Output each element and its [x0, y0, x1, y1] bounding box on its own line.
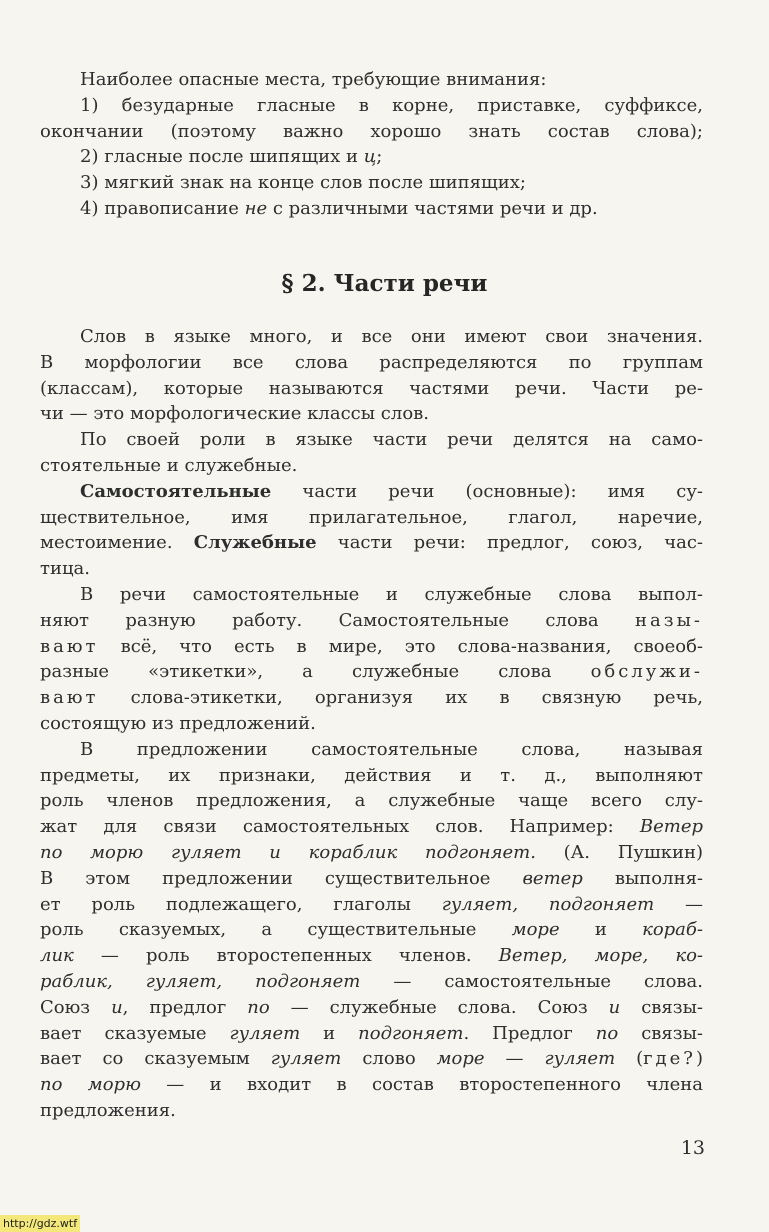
text-line	[40, 556, 703, 582]
text-line	[40, 608, 703, 634]
text-segment: состоящую из предложений.	[40, 712, 316, 734]
text-segment: связы-	[620, 996, 703, 1018]
italic-text: Ветер, море, ко-	[498, 945, 703, 967]
italic-text: гуляет	[270, 1048, 342, 1070]
text-segment: 4) правописание	[80, 197, 245, 219]
italic-text: по	[595, 1022, 619, 1044]
text-segment: , предлог	[122, 996, 248, 1018]
text-segment: части речи: предлог, союз, час-	[316, 532, 703, 554]
text-line	[40, 866, 703, 892]
page-number: 13	[680, 1137, 705, 1159]
bold-text: Самостоятельные	[80, 480, 272, 502]
text-line	[40, 170, 703, 196]
italic-text: не	[244, 197, 268, 219]
italic-text: и	[111, 996, 123, 1018]
text-segment: (классам), которые называются частями речи. Части ре-	[40, 377, 703, 399]
text-segment: всё, что есть в мире, это слова-названия, своеоб-	[98, 635, 703, 657]
italic-text: по морю	[40, 1074, 141, 1096]
text-line	[40, 737, 703, 763]
text-line	[40, 376, 703, 402]
text-segment: роль членов предложения, а служебные чаще всего слу-	[40, 790, 703, 812]
text-line	[40, 453, 703, 479]
watermark-link[interactable]: http://gdz.wtf	[0, 1215, 80, 1232]
text-segment: В предложении самостоятельные слова, называя	[80, 738, 703, 760]
text-segment: роль сказуемых, а существительные	[40, 919, 512, 941]
text-segment: —	[654, 893, 703, 915]
italic-text: гуляет	[544, 1048, 616, 1070]
italic-text: гуляет	[229, 1022, 301, 1044]
text-segment: стоятельные и служебные.	[40, 454, 298, 476]
spaced-text: обслужи-	[590, 661, 703, 683]
text-segment: — самостоятельные слова.	[360, 970, 703, 992]
text-segment: Слов в языке много, и все они имеют свои значения.	[80, 326, 703, 347]
text-segment: 1) безударные гласные в корне, приставке, суффиксе,	[80, 94, 703, 116]
text-line	[40, 1046, 703, 1072]
text-segment: ;	[376, 146, 383, 168]
text-line	[40, 196, 703, 222]
text-segment: В морфологии все слова распределяются по группам	[40, 351, 703, 373]
italic-text: гуляет, подгоняет	[441, 893, 655, 915]
italic-text: кораб-	[642, 919, 703, 941]
body-text	[40, 324, 703, 1124]
text-segment: жат для связи самостоятельных слов. Например:	[40, 816, 640, 838]
text-line	[40, 917, 703, 943]
text-line	[40, 892, 703, 918]
text-segment: окончании (поэтому важно хорошо знать состав слова);	[40, 120, 703, 142]
text-line	[40, 530, 703, 556]
text-segment: части речи (основные): имя су-	[271, 480, 703, 502]
text-segment: разные «этикетки», а служебные слова	[40, 661, 591, 683]
text-segment: (А. Пушкин)	[535, 841, 704, 863]
text-segment: предложения.	[40, 1099, 176, 1121]
text-line	[40, 401, 703, 427]
spaced-text: где?	[643, 1048, 696, 1070]
italic-text: по	[247, 996, 270, 1018]
text-line	[40, 995, 703, 1021]
text-segment: Союз	[40, 996, 112, 1018]
italic-text: и	[608, 996, 621, 1018]
text-line	[40, 350, 703, 376]
italic-text: ветер	[522, 867, 583, 889]
text-line	[40, 711, 703, 737]
text-line	[40, 427, 703, 453]
text-line	[40, 969, 703, 995]
italic-text: раблик, гуляет, подгоняет	[40, 970, 361, 992]
text-segment: вает со сказуемым	[40, 1048, 271, 1070]
text-segment: с различными частями речи и др.	[267, 197, 598, 219]
text-segment: слова-этикетки, организуя их в связную речь,	[98, 687, 703, 709]
text-line	[40, 840, 703, 866]
spaced-text: вают	[40, 635, 99, 657]
text-line	[40, 788, 703, 814]
text-segment: и	[559, 919, 643, 941]
text-line	[40, 93, 703, 119]
italic-text: Ветер	[639, 816, 703, 838]
text-segment: 2) гласные после шипящих и	[80, 146, 364, 168]
text-segment: По своей роли в языке части речи делятся на само-	[80, 429, 703, 451]
text-line	[40, 324, 703, 350]
text-line	[40, 814, 703, 840]
italic-text: море	[511, 919, 560, 941]
text-segment: предметы, их признаки, действия и т. д., выполняют	[40, 764, 703, 786]
text-segment: — роль второстепенных членов.	[73, 945, 499, 967]
text-segment: связы-	[618, 1022, 703, 1044]
text-segment: —	[484, 1048, 545, 1070]
text-line	[40, 659, 703, 685]
text-line	[40, 943, 703, 969]
text-line	[40, 634, 703, 660]
italic-text: море	[436, 1048, 485, 1070]
text-segment: ет роль подлежащего, глаголы	[40, 893, 442, 915]
italic-text: по морю гуляет и кораблик подгоняет.	[40, 841, 536, 863]
text-line	[40, 582, 703, 608]
italic-text: ц	[363, 146, 377, 168]
text-segment: ществительное, имя прилагательное, глагол, наречие,	[40, 506, 703, 528]
text-segment: тица.	[40, 558, 90, 580]
text-segment: — и входит в состав второстепенного члена	[140, 1074, 704, 1096]
text-segment: слово	[341, 1048, 437, 1070]
text-segment: Наиболее опасные места, требующие внимания:	[80, 69, 547, 90]
text-line	[40, 505, 703, 531]
text-segment: (	[615, 1048, 644, 1070]
text-line	[40, 67, 703, 93]
text-line	[40, 479, 703, 505]
text-line	[40, 1021, 703, 1047]
section-heading: § 2. Части речи	[281, 270, 488, 297]
text-line	[40, 144, 703, 170]
text-line	[40, 119, 703, 145]
text-segment: . Предлог	[463, 1022, 596, 1044]
text-segment: выполня-	[582, 867, 704, 889]
text-line	[40, 1072, 703, 1098]
text-line	[40, 1098, 703, 1124]
text-segment: и	[300, 1022, 359, 1044]
text-segment: 3) мягкий знак на конце слов после шипящих;	[80, 172, 526, 194]
text-line	[40, 763, 703, 789]
text-segment: няют разную работу. Самостоятельные слова	[40, 609, 636, 631]
italic-text: подгоняет	[358, 1022, 464, 1044]
bold-text: Служебные	[193, 532, 317, 554]
spelling-hazards-list	[40, 67, 703, 222]
text-line	[40, 685, 703, 711]
text-segment: вает сказуемые	[40, 1022, 230, 1044]
text-segment: местоимение.	[40, 532, 194, 554]
spaced-text: назы-	[635, 609, 703, 631]
text-segment: В речи самостоятельные и служебные слова выпол-	[80, 583, 703, 605]
text-segment: чи — это морфологические классы слов.	[40, 403, 430, 425]
text-segment: )	[695, 1048, 703, 1070]
spaced-text: вают	[40, 687, 99, 709]
text-segment: — служебные слова. Союз	[269, 996, 609, 1018]
text-segment: В этом предложении существительное	[40, 867, 523, 889]
italic-text: лик	[40, 945, 74, 967]
